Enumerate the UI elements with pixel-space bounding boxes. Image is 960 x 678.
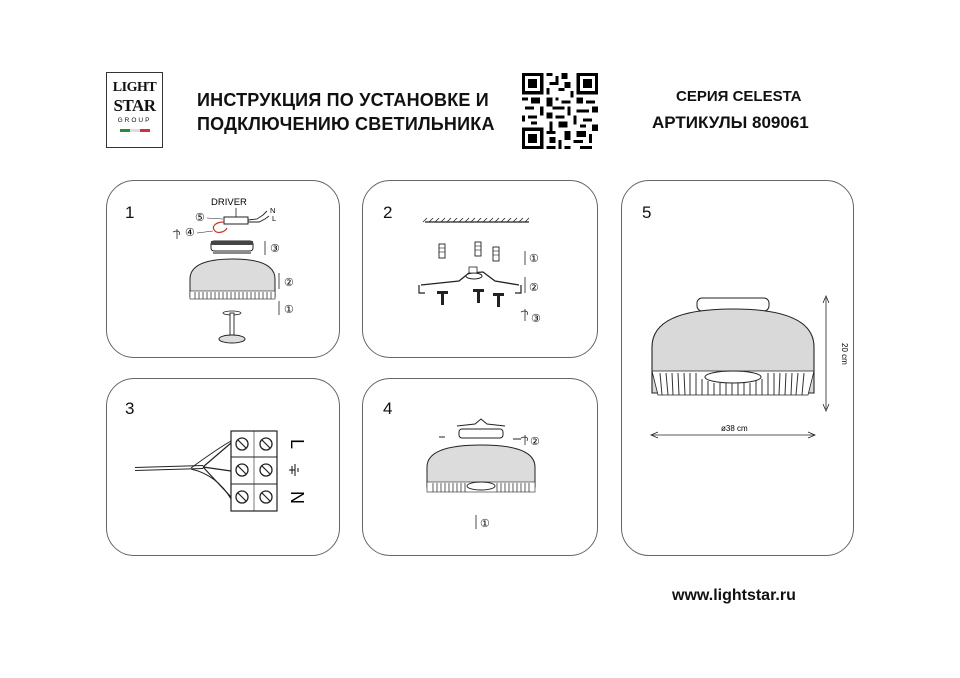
callout-1: ① (284, 304, 294, 316)
wire-n-label: N (270, 206, 276, 215)
diameter-label: ø38 cm (721, 424, 748, 433)
step-3-panel (106, 378, 340, 556)
step-5-diagram (622, 181, 855, 557)
logo-word-light: LIGHT (112, 80, 157, 95)
title-line-2: ПОДКЛЮЧЕНИЮ СВЕТИЛЬНИКА (197, 114, 495, 134)
article-number: АРТИКУЛЫ 809061 (652, 113, 809, 132)
logo-word-star: STAR (113, 96, 156, 115)
step-2-diagram (363, 181, 599, 359)
step-2-number: 2 (383, 203, 393, 222)
driver-label: DRIVER (211, 197, 247, 208)
step-2-callout-2: ② (529, 282, 539, 294)
step-1-panel (106, 180, 340, 358)
callout-3: ③ (270, 243, 280, 255)
step-4-callout-2: ② (530, 436, 540, 448)
terminal-l-label: L (287, 439, 307, 450)
step-5-number: 5 (642, 203, 652, 222)
step-4-diagram (363, 379, 599, 557)
website-link[interactable]: www.lightstar.ru (672, 587, 796, 604)
title-line-1: ИНСТРУКЦИЯ ПО УСТАНОВКЕ И (197, 90, 489, 110)
document-title (197, 88, 495, 136)
step-5-panel (621, 180, 854, 556)
step-4-callout-1: ① (480, 518, 490, 530)
height-label: 20 cm (840, 343, 849, 365)
callout-5: ⑤ (195, 212, 205, 224)
step-3-number: 3 (125, 399, 135, 418)
step-2-callout-3: ③ (531, 313, 541, 325)
step-1-diagram (107, 181, 341, 359)
step-2-callout-1: ① (529, 253, 539, 265)
step-1-number: 1 (125, 203, 135, 222)
qr-code[interactable] (522, 73, 598, 149)
terminal-n-label: N (287, 491, 307, 504)
lightstar-logo (106, 72, 163, 148)
logo-word-group: GROUP (117, 117, 152, 124)
callout-4: ④ (185, 227, 195, 239)
step-3-diagram (107, 379, 341, 557)
logo-flag-stripe (120, 129, 150, 132)
series-name: СЕРИЯ CELESTA (676, 88, 802, 105)
step-4-panel (362, 378, 598, 556)
step-2-panel (362, 180, 598, 358)
step-4-number: 4 (383, 399, 393, 418)
callout-2: ② (284, 277, 294, 289)
wire-l-label: L (272, 214, 277, 223)
